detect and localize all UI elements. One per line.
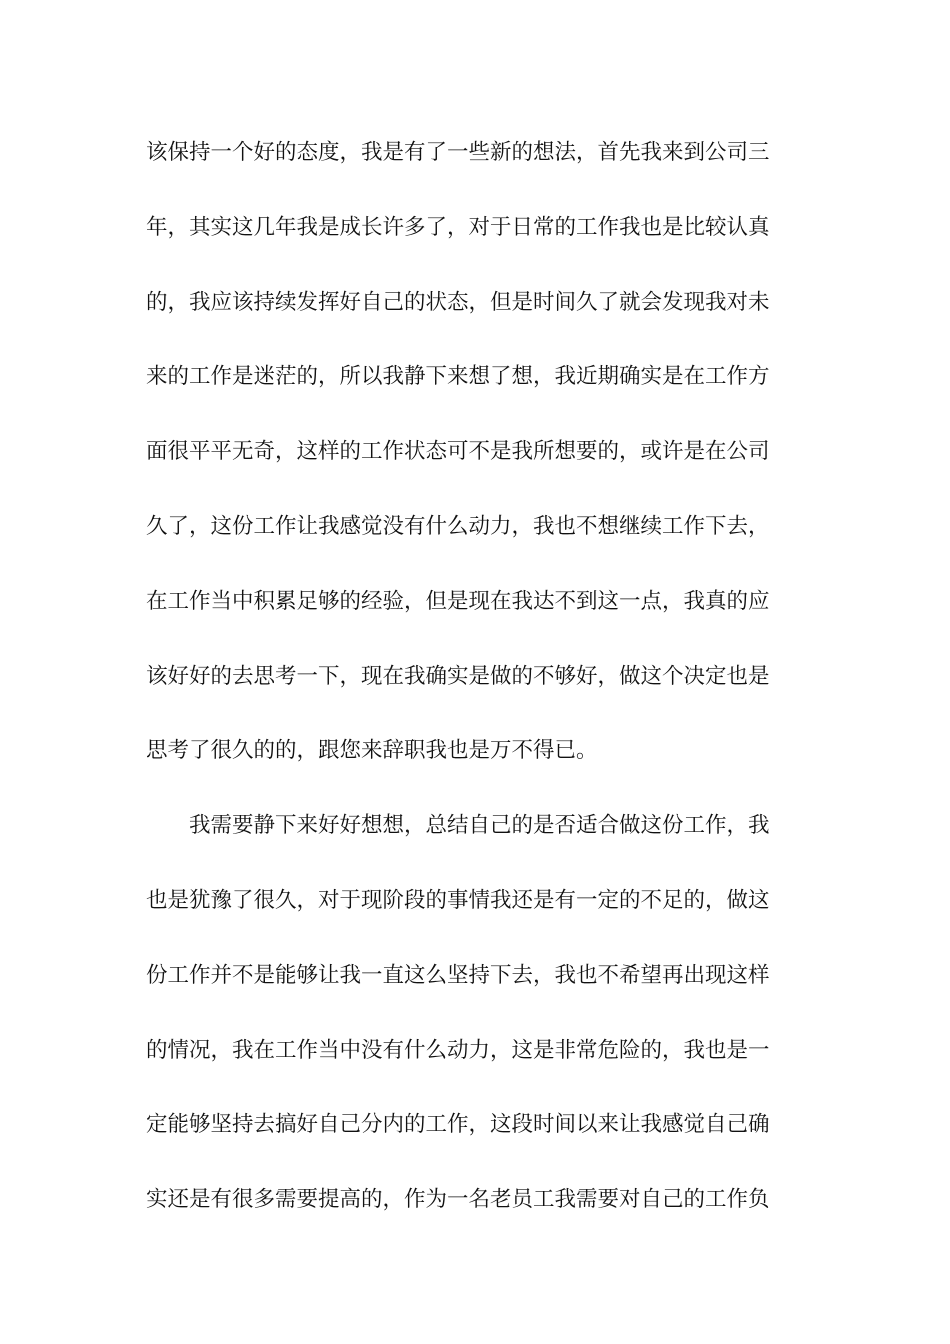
paragraph-1-line-2: 年，其实这几年我是成长许多了，对于日常的工作我也是比较认真 [146, 214, 770, 240]
paragraph-2-line-6: 实还是有很多需要提高的，作为一名老员工我需要对自己的工作负 [146, 1187, 770, 1213]
paragraph-2-line-5: 定能够坚持去搞好自己分内的工作，这段时间以来让我感觉自己确 [146, 1112, 770, 1138]
paragraph-1-line-3: 的，我应该持续发挥好自己的状态，但是时间久了就会发现我对未 [146, 289, 770, 315]
paragraph-2-line-3: 份工作并不是能够让我一直这么坚持下去，我也不希望再出现这样 [146, 962, 770, 988]
paragraph-1-line-4: 来的工作是迷茫的，所以我静下来想了想，我近期确实是在工作方 [146, 364, 770, 390]
paragraph-2-line-2: 也是犹豫了很久，对于现阶段的事情我还是有一定的不足的，做这 [146, 887, 770, 913]
paragraph-2-line-1: 我需要静下来好好想想，总结自己的是否适合做这份工作，我 [189, 813, 770, 839]
paragraph-1-line-6: 久了，这份工作让我感觉没有什么动力，我也不想继续工作下去， [146, 513, 770, 539]
document-body [146, 129, 806, 1251]
paragraph-2-line-4: 的情况，我在工作当中没有什么动力，这是非常危险的，我也是一 [146, 1037, 770, 1063]
paragraph-1-line-9: 思考了很久的的，跟您来辞职我也是万不得已。 [146, 738, 598, 764]
paragraph-1-line-8: 该好好的去思考一下，现在我确实是做的不够好，做这个决定也是 [146, 663, 770, 689]
paragraph-1-line-5: 面很平平无奇，这样的工作状态可不是我所想要的，或许是在公司 [146, 439, 770, 465]
paragraph-1-line-1: 该保持一个好的态度，我是有了一些新的想法，首先我来到公司三 [146, 140, 770, 165]
paragraph-1-line-7: 在工作当中积累足够的经验，但是现在我达不到这一点，我真的应 [146, 588, 770, 614]
